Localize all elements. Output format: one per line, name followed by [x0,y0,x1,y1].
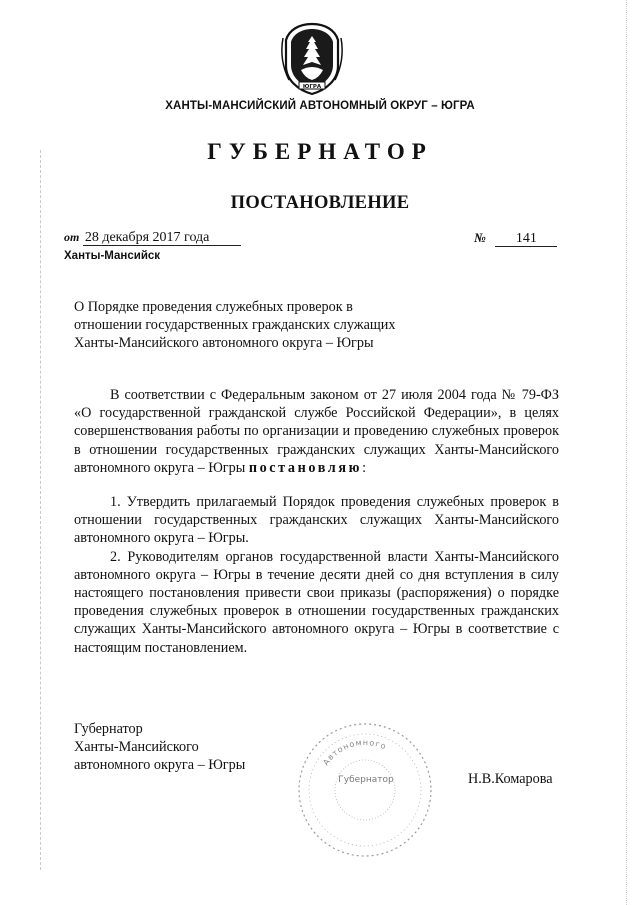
scan-edge-right [626,0,627,905]
subject-line: отношении государственных гражданских служащих [74,317,396,333]
position-line: Губернатор [74,721,143,737]
document-city: Ханты-Мансийск [64,250,161,262]
stamp-center-text: Губернатор [338,775,394,785]
number-prefix: № [474,230,486,245]
date-prefix: от [64,230,80,244]
position-line: Ханты-Мансийского [74,739,199,755]
resolve-colon: : [362,459,367,476]
document-body [74,386,559,657]
document-number: 141 [495,231,557,247]
official-stamp [290,715,440,865]
coat-of-arms-icon [275,20,349,98]
document-subject [74,298,494,352]
subject-line: Ханты-Мансийского автономного округа – Югры [74,335,374,351]
document-type-heading: ПОСТАНОВЛЕНИЕ [230,193,410,213]
scan-edge-left [40,150,41,870]
position-line: автономного округа – Югры [74,757,246,773]
svg-text:ЮГРА: ЮГРА [302,84,322,90]
region-name: ХАНТЫ-МАНСИЙСКИЙ АВТОНОМНЫЙ ОКРУГ – ЮГРА [165,100,475,112]
decree-item-2: 2. Руководителям органов государственной власти Ханты-Мансийского автономного округа – Югры в течение десяти дней со дня вступления в силу настоящего постановления привести свои приказы (распоряжения) о порядке проведения служебных проверок в отношении государственных гражданских служащих Ханты-Мансийского автономного округа – Югры в соответствие с настоящим постановлением. [74,548,559,656]
svg-text:Автономного [321,738,388,767]
decree-item-1: 1. Утвердить прилагаемый Порядок проведения служебных проверок в отношении государственных гражданских служащих Ханты-Мансийского автономного округа – Югры. [74,494,559,547]
date-line [64,230,241,246]
subject-line: О Порядке проведения служебных проверок в [74,299,353,315]
signatory-name: Н.В.Комарова [468,771,553,787]
number-line [474,230,557,247]
preamble-paragraph [74,386,559,477]
resolve-word: постановляю [248,459,363,476]
governor-heading: ГУБЕРНАТОР [207,139,433,164]
signatory-position [74,720,245,774]
document-date: 28 декабря 2017 года [83,230,241,246]
preamble-text: В соответствии с Федеральным законом от 27 июля 2004 года № 79-ФЗ «О государственной гражданской службе Российской Федерации», в целях совершенствования работы по организации и проведению служебных проверок в отношении государственных гражданских служащих Ханты-Мансийского автономного округа – Югры [74,387,559,476]
stamp-arc-text: Автономного [321,737,389,768]
